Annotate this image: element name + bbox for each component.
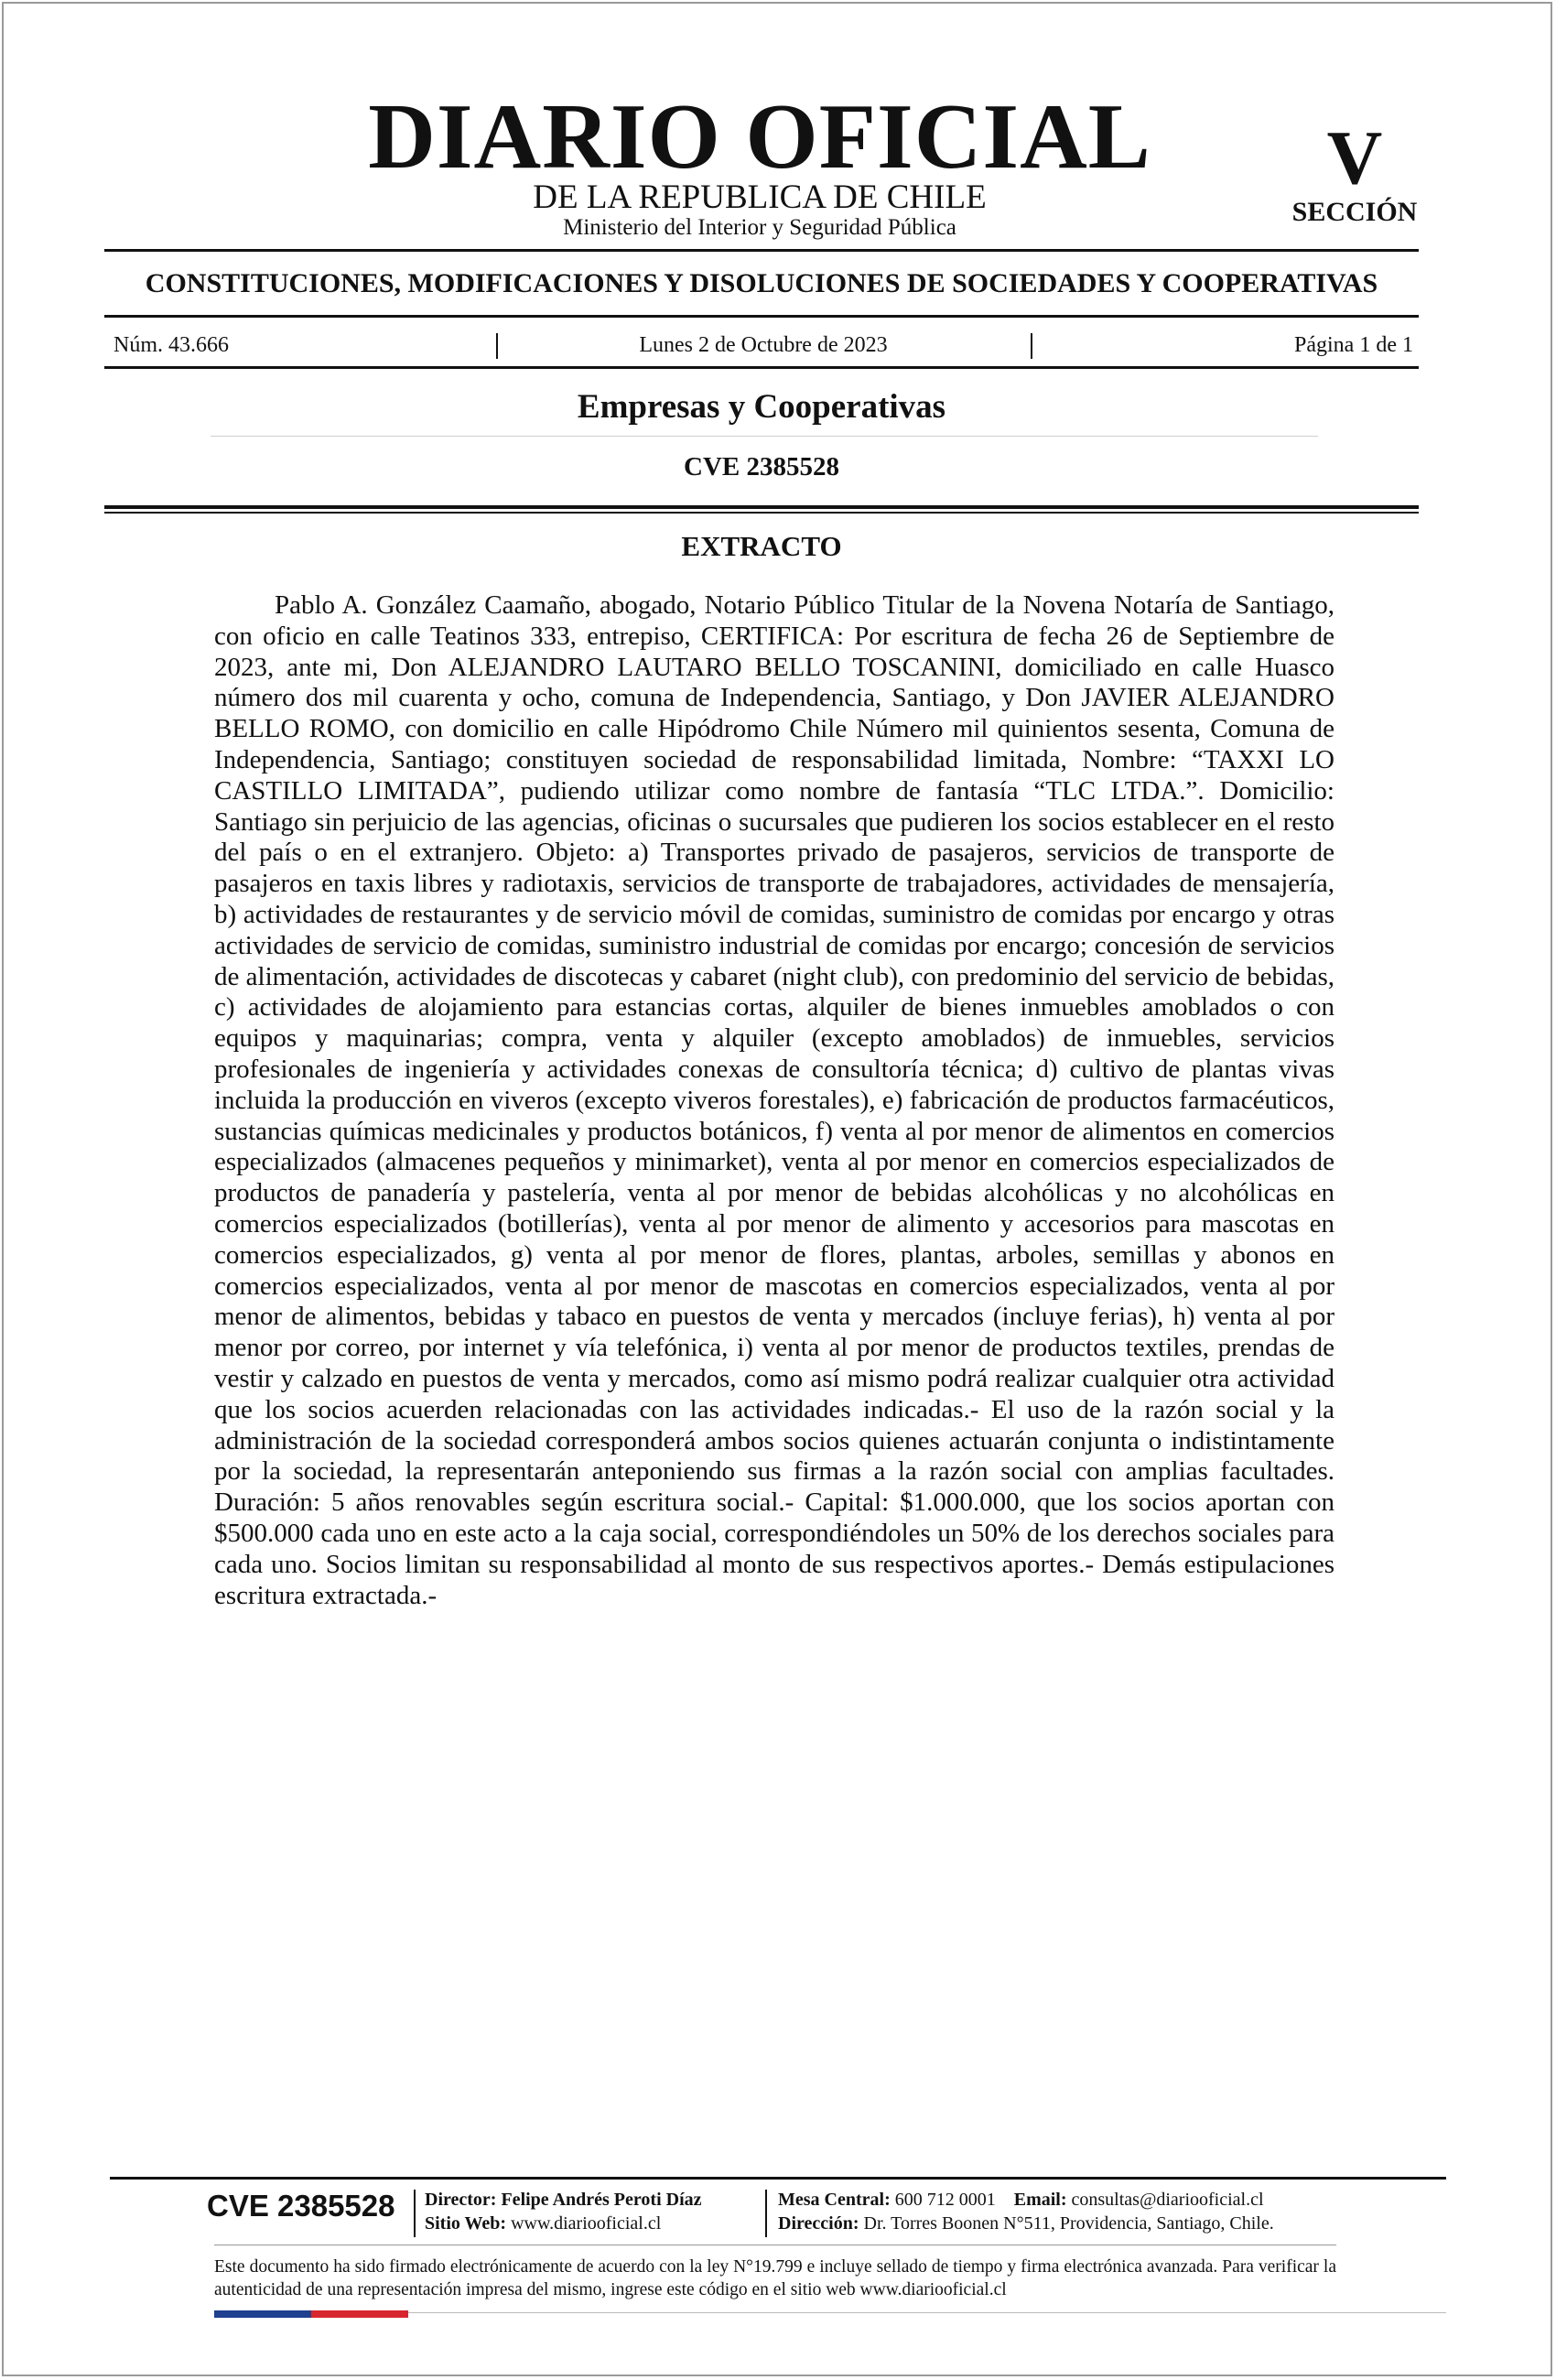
- director-label: Director:: [425, 2190, 497, 2210]
- mesa-label: Mesa Central:: [778, 2190, 891, 2210]
- double-rule-top: [104, 505, 1419, 509]
- masthead-rule: [104, 249, 1419, 252]
- footer-cve: CVE 2385528: [207, 2189, 395, 2223]
- category-heading: CONSTITUCIONES, MODIFICACIONES Y DISOLUCIONES DE SOCIEDADES Y COOPERATIVAS: [145, 268, 1378, 298]
- footer-divider: [765, 2190, 767, 2237]
- section-thin-rule: [211, 436, 1318, 437]
- meta-divider: [1031, 333, 1032, 359]
- email-label: Email:: [1013, 2190, 1067, 2210]
- newspaper-subtitle: DE LA REPUBLICA DE CHILE: [533, 178, 987, 216]
- issue-number: Núm. 43.666: [113, 333, 229, 357]
- director-name: Felipe Andrés Peroti Díaz: [501, 2190, 702, 2210]
- ministry-line: Ministerio del Interior y Seguridad Pública: [563, 215, 956, 240]
- site-label: Sitio Web:: [425, 2213, 507, 2234]
- issue-date: Lunes 2 de Octubre de 2023: [639, 333, 888, 357]
- meta-divider: [496, 333, 498, 359]
- footer-director-block: [425, 2188, 702, 2235]
- site-link[interactable]: www.diariooficial.cl: [511, 2213, 662, 2234]
- flag-stripe-red: [311, 2310, 408, 2318]
- section-letter: V: [1326, 115, 1383, 200]
- page-indicator: Página 1 de 1: [1294, 333, 1413, 357]
- mesa-phone: 600 712 0001: [894, 2190, 996, 2210]
- extract-body: Pablo A. González Caamaño, abogado, Notario Público Titular de la Novena Notaría de Santiago, con oficio en calle Teatinos 333, entrepiso, CERTIFICA: Por escritura de fecha 26 de Septiembre de 2023, ante mi, Don ALEJANDRO LAUTARO BELLO TOSCANINI, domiciliado en calle Huasco número dos mil cuarenta y ocho, comuna de Independencia, Santiago, y Don JAVIER ALEJANDRO BELLO ROMO, con domicilio en calle Hipódromo Chile Número mil quinientos sesenta, Comuna de Independencia, Santiago; constituyen sociedad de responsabilidad limitada, Nombre: “TAXXI LO CASTILLO LIMITADA”, pudiendo utilizar como nombre de fantasía “TLC LTDA.”. Domicilio: Santiago sin perjuicio de las agencias, oficinas o sucursales que pudieren los socios establecer en el resto del país o en el extranjero. Objeto: a) Transportes privado de pasajeros, servicios de transporte de pasajeros en taxis libres y radiotaxis, servicios de transporte de trabajadores, actividades de mensajería, b) actividades de restaurantes y de servicio móvil de comidas, suministro de comidas por encargo y otras actividades de servicio de comidas, suministro industrial de comidas por encargo; concesión de servicios de alimentación, actividades de discotecas y cabaret (night club), con predominio del servicio de bebidas, c) actividades de alojamiento para estancias cortas, alquiler de bienes inmuebles amoblados o con equipos y maquinarias; compra, venta y alquiler (excepto amoblados) de inmuebles, servicios profesionales de ingeniería y actividades conexas de consultoría técnica; d) cultivo de plantas vivas incluida la producción en viveros (excepto viveros forestales), e) fabricación de productos farmacéuticos, sustancias químicas medicinales y productos botánicos, f) venta al por menor de alimentos en comercios especializados (almacenes pequeños y minimarket), venta al por menor en comercios especializados de productos de panadería y pastelería, venta al por menor de bebidas alcohólicas y no alcohólicas en comercios especializados (botillerías), venta al por menor de alimento y accesorios para mascotas en comercios especializados, g) venta al por menor de flores, plantas, arboles, semillas y abonos en comercios especializados, venta al por menor de mascotas en comercios especializados, venta al por menor de alimentos, bebidas y tabaco en puestos de venta y mercados (incluye ferias), h) venta al por menor por correo, por internet y vía telefónica, i) venta al por menor de productos textiles, prendas de vestir y calzado en puestos de venta y mercados, como así mismo podrá realizar cualquier otra actividad que los socios acuerden relacionadas con las actividades indicadas.- El uso de la razón social y la administración de la sociedad corresponderá ambos socios quienes actuarán conjunta o indistintamente por la sociedad, la representarán anteponiendo sus firmas a la razón social con amplias facultades. Duración: 5 años renovables según escritura social.- Capital: $1.000.000, que los socios aportan con $500.000 cada uno en este acto a la caja social, correspondiéndoles un 50% de los derechos sociales para cada uno. Socios limitan su responsabilidad al monto de sus respectivos aportes.- Demás estipulaciones escritura extractada.-: [214, 590, 1334, 1610]
- cve-code: CVE 2385528: [684, 452, 839, 481]
- footer-bottom-rule: [408, 2312, 1446, 2313]
- double-rule-bottom: [104, 512, 1419, 514]
- section-heading: Empresas y Cooperativas: [577, 388, 946, 426]
- address-label: Dirección:: [778, 2213, 859, 2234]
- address-value: Dr. Torres Boonen N°511, Providencia, Santiago, Chile.: [863, 2213, 1274, 2234]
- flag-stripe-blue: [214, 2310, 311, 2318]
- signature-disclaimer: Este documento ha sido firmado electrónicamente de acuerdo con la ley N°19.799 e incluye sellado de tiempo y firma electrónica avanzada. Para verificar la autenticidad de una representación impresa del mismo, ingrese este código en el sitio web www.diariooficial.cl: [214, 2257, 1336, 2299]
- email-link[interactable]: consultas@diariooficial.cl: [1071, 2190, 1264, 2210]
- footer-rule: [110, 2177, 1446, 2180]
- footer-contact-block: [778, 2188, 1274, 2235]
- category-rule: [104, 315, 1419, 318]
- newspaper-title: DIARIO OFICIAL: [368, 85, 1151, 189]
- section-word: SECCIÓN: [1291, 197, 1418, 227]
- footer-divider: [414, 2190, 416, 2237]
- meta-rule: [104, 366, 1419, 369]
- document-title: EXTRACTO: [681, 530, 842, 562]
